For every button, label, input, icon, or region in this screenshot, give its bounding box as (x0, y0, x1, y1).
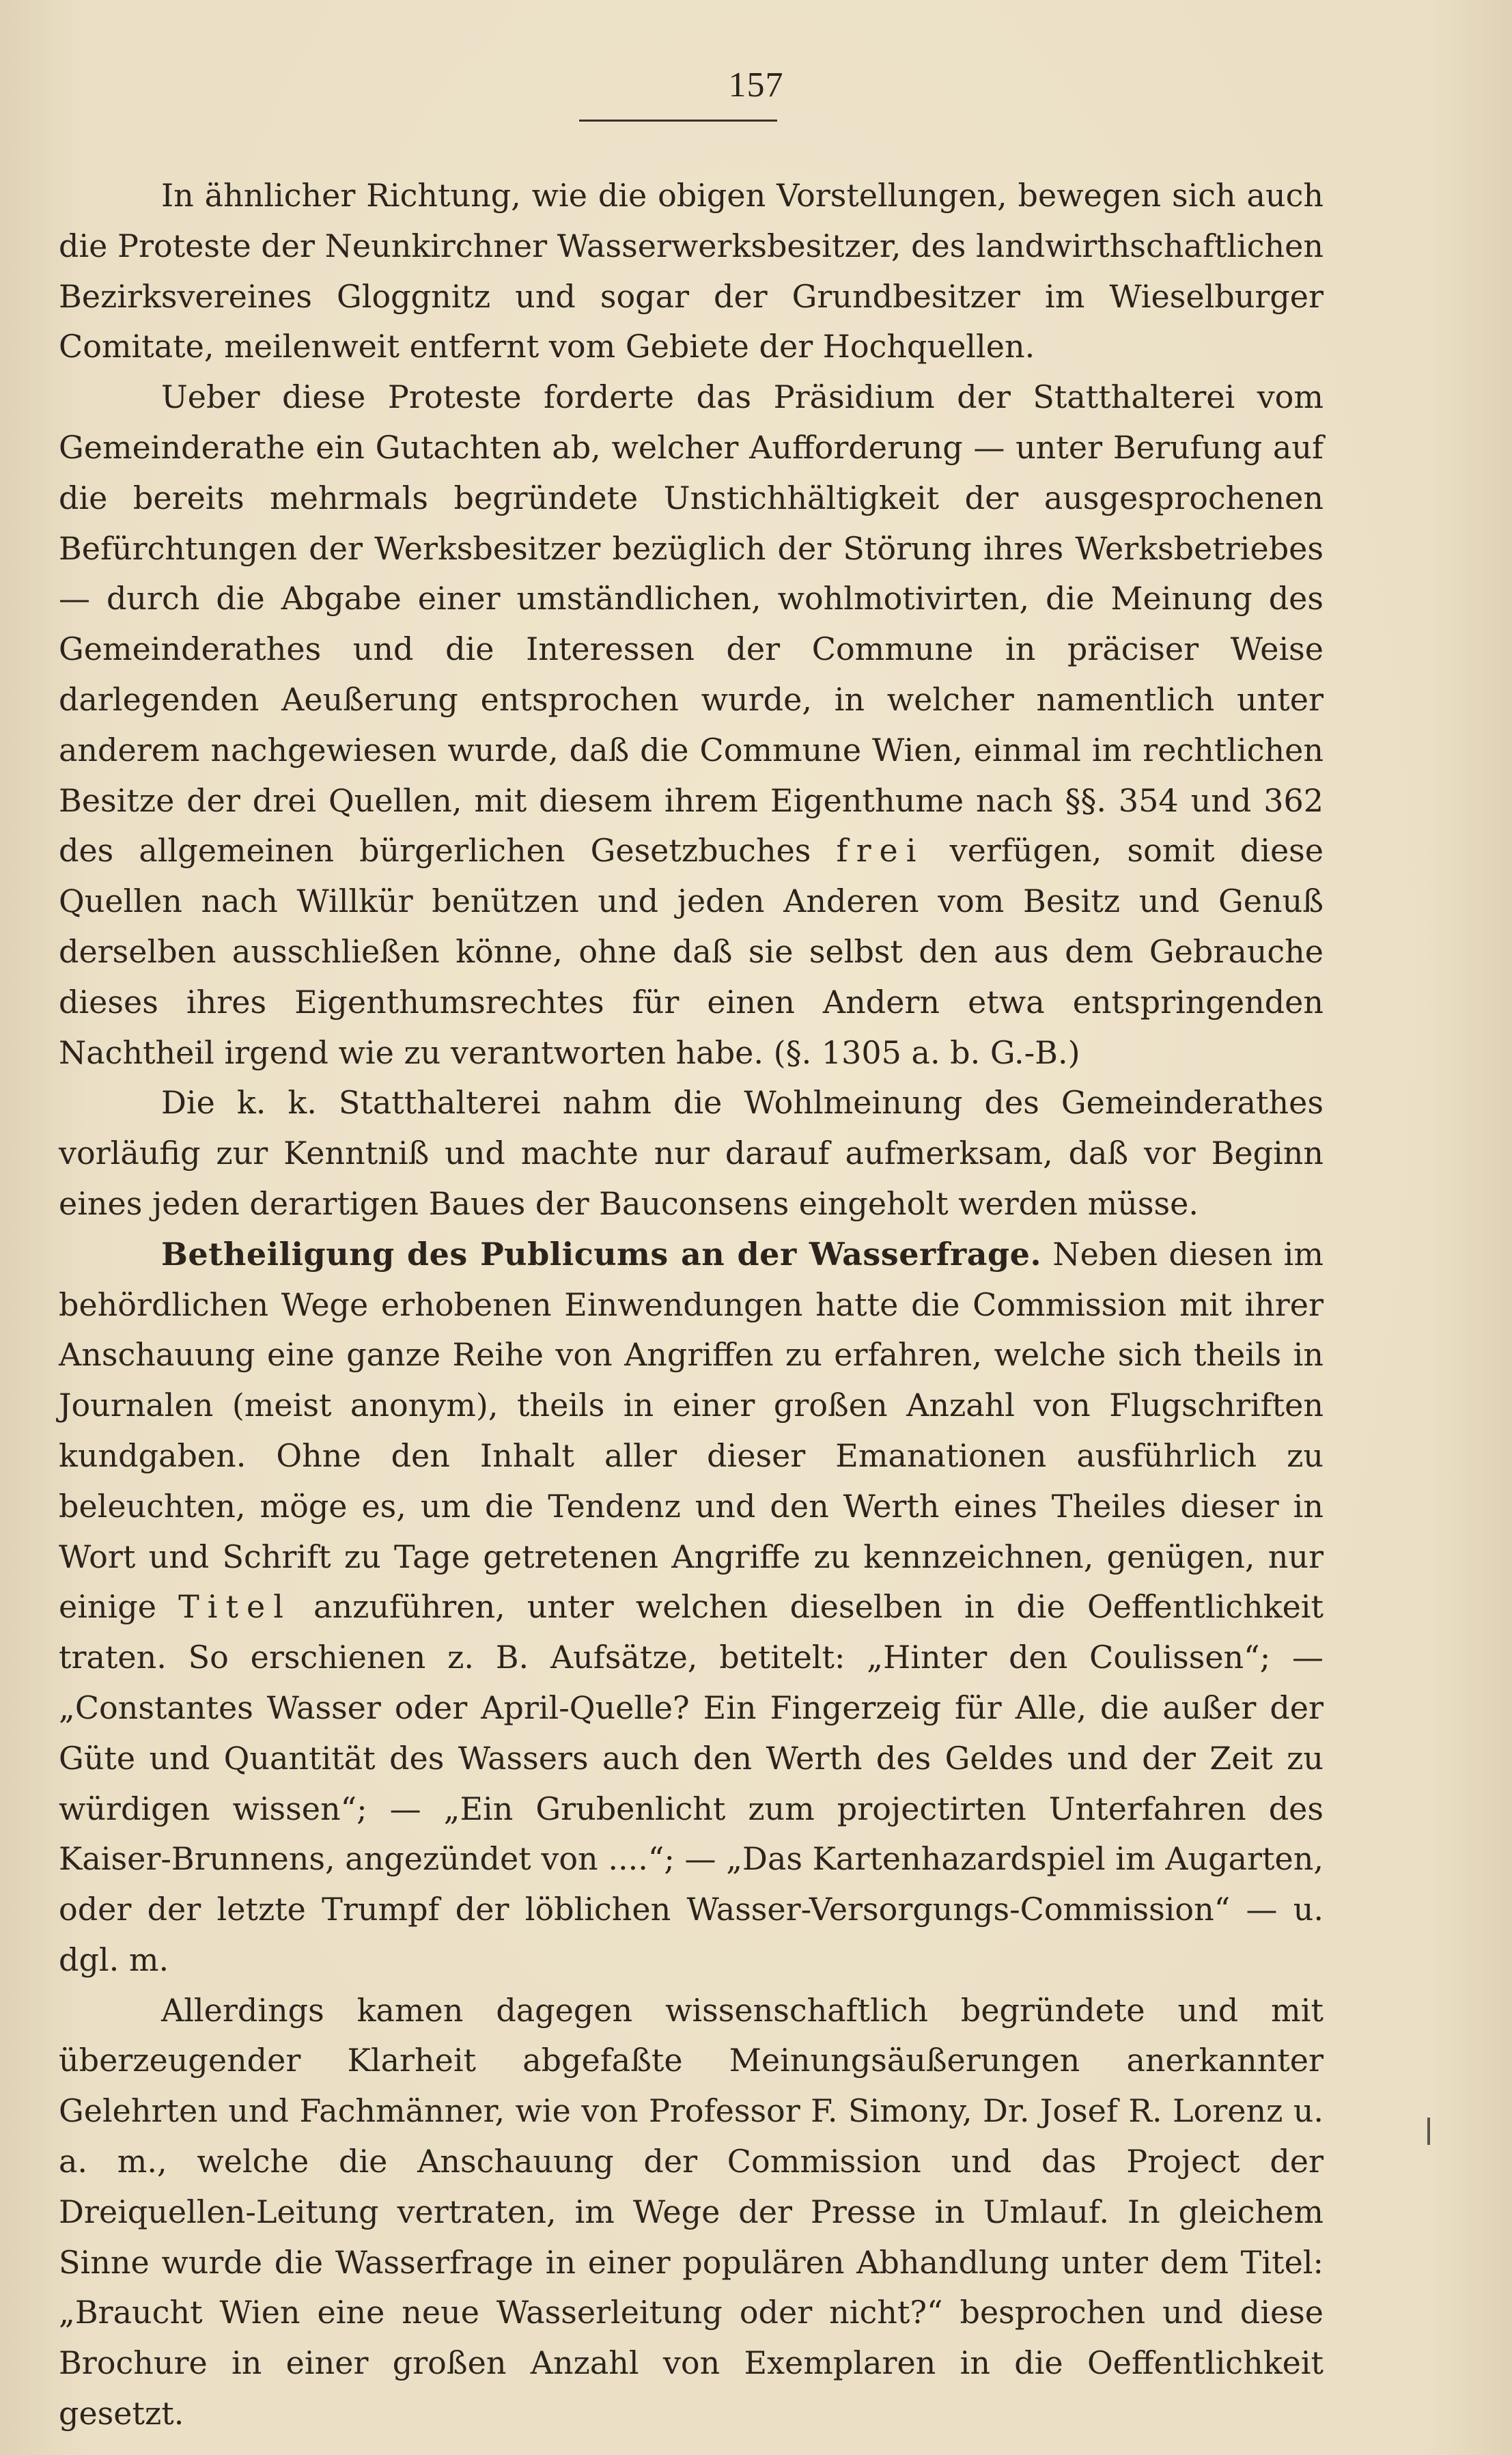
paragraph-4-text-after: anzuführen, unter welchen dieselben in die Oeffentlichkeit traten. So erschienen z. B. Aufsätze, betitelt: „Hinter den Coulissen“; — „Constantes Wasser oder April-Quelle? Ein Fingerzeig für Alle, die außer der Güte und Quantität des Wassers auch den Werth des Geldes und der Zeit zu würdigen wissen“; — „Ein Grubenlicht zum projectirten Unterfahren des Kaiser-Brunnens, angezündet von ....“; — „Das Kartenhazardspiel im Augarten, oder der letzte Trumpf der löblichen Wasser-Versorgungs-Commission“ — u. dgl. m. (59, 1588, 1324, 1978)
body-text (59, 171, 1324, 2439)
paragraph-2-text: Ueber diese Proteste forderte das Präsidium der Statthalterei vom Gemeinderathe ein Gutachten ab, welcher Aufforderung — unter Berufung auf die bereits mehrmals begründete Unstichhältigkeit der ausgesprochenen Befürchtungen der Werksbesitzer bezüglich der Störung ihres Werksbetriebes — durch die Abgabe einer umständlichen, wohlmotivirten, die Meinung des Gemeinderathes und die Interessen der Commune in präciser Weise darlegenden Aeußerung entsprochen wurde, in welcher namentlich unter anderem nachgewiesen wurde, daß die Commune Wien, einmal im rechtlichen Besitze der drei Quellen, mit diesem ihrem Eigenthume nach §§. 354 und 362 des allgemeinen bürgerlichen Gesetzbuches (59, 378, 1324, 870)
paragraph-1-text: In ähnlicher Richtung, wie die obigen Vorstellungen, bewegen sich auch die Proteste der Neunkirchner Wasserwerksbesitzer, des landwirthschaftlichen Bezirksvereines Gloggnitz und sogar der Grundbesitzer im Wieselburger Comitate, meilenweit entfernt vom Gebiete der Hochquellen. (59, 177, 1324, 365)
spaced-emphasis-word: frei (836, 832, 925, 870)
paragraph-5-text: Allerdings kamen dagegen wissenschaftlich begründete und mit überzeugender Klarheit abgefaßte Meinungsäußerungen anerkannter Gelehrten und Fachmänner, wie von Professor F. Simony, Dr. Josef R. Lorenz u. a. m., welche die Anschauung der Commission und das Project der Dreiquellen-Leitung vertraten, im Wege der Presse in Umlauf. In gleichem Sinne wurde die Wasserfrage in einer populären Abhandlung unter dem Titel: „Braucht Wien eine neue Wasserleitung oder nicht?“ besprochen und diese Brochure in einer großen Anzahl von Exemplaren in die Oeffentlichkeit gesetzt. (59, 1991, 1324, 2432)
paragraph-2 (59, 372, 1324, 1078)
paragraph-1 (59, 171, 1324, 372)
paragraph-2-text-after: verfügen, somit diese Quellen nach Willkür benützen und jeden Anderen vom Besitz und Genuß derselben ausschließen könne, ohne daß sie selbst den aus dem Gebrauche dieses ihres Eigenthumsrechtes für einen Andern etwa entspringenden Nachtheil irgend wie zu verantworten habe. (§. 1305 a. b. G.-B.) (59, 832, 1324, 1071)
header-rule (579, 120, 777, 122)
spaced-emphasis-word: Titel (178, 1588, 292, 1626)
paragraph-4 (59, 1230, 1324, 1986)
paragraph-3 (59, 1078, 1324, 1229)
paragraph-4-text: Neben diesen im behördlichen Wege erhobenen Einwendungen hatte die Commission mit ihrer Anschauung eine ganze Reihe von Angriffen zu erfahren, welche sich theils in Journalen (meist anonym), theils in einer großen Anzahl von Flugschriften kundgaben. Ohne den Inhalt aller dieser Emanationen ausführlich zu beleuchten, möge es, um die Tendenz und den Werth eines Theiles dieser in Wort und Schrift zu Tage getretenen Angriffe zu kennzeichnen, genügen, nur einige (59, 1235, 1324, 1626)
page-number: 157 (728, 66, 784, 105)
scan-mark (1427, 2118, 1430, 2145)
paragraph-3-text: Die k. k. Statthalterei nahm die Wohlmeinung des Gemeinderathes vorläufig zur Kenntniß und machte nur darauf aufmerksam, daß vor Beginn eines jeden derartigen Baues der Bauconsens eingeholt werden müsse. (59, 1084, 1324, 1222)
paragraph-5 (59, 1986, 1324, 2439)
section-heading: Betheiligung des Publicums an der Wasserfrage. (161, 1235, 1041, 1273)
